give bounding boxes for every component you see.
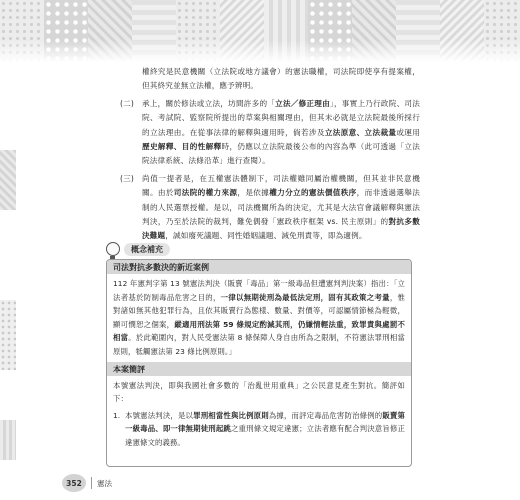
item-number: (二) bbox=[120, 98, 134, 108]
book-title: 憲法 bbox=[97, 478, 112, 488]
concept-supplement-header bbox=[106, 241, 202, 257]
emphasis: 一律以無期徒刑為最低法定刑，固有其政策之考量 bbox=[220, 292, 390, 302]
box-section-title: 本案簡評 bbox=[107, 362, 411, 376]
emphasis: 權力分立的憲法價值秩序 bbox=[269, 188, 357, 198]
emphasis: 歷史解釋、目的性解釋 bbox=[142, 142, 222, 152]
emphasis: 司法院的權力來源 bbox=[173, 188, 238, 198]
main-text bbox=[120, 65, 420, 244]
decorative-side-tile bbox=[0, 420, 16, 460]
decorative-header-band bbox=[0, 0, 520, 62]
list-item-3: (三) 尚值一提者是，在五權憲法體制下，司法權雖同屬治權機關，但其並非民意機關。由於司法院的權力來源，是依據權力分立的憲法價值秩序，而非透過選舉法制的人民選票授權。是以，司法機關所為的決定，尤其是大法官會議解釋與憲法判決，乃至於法院的裁判，難免偶發「憲政秩序框架 vs. 民主原則」的對抗多數決難題，誠如廢死議題、同性婚姻議題、減免刑責等，即為適例。 bbox=[120, 173, 421, 241]
item-number: (三) bbox=[120, 173, 134, 183]
page-number: 352 bbox=[62, 474, 86, 492]
case-text: 112 年憲判字第 13 號憲法判決（販賣「毒品」第一級毒品但遭憲判判決案）指出：「立法者基於防制毒品危害之目的，一律以無期徒刑為最低法定刑，固有其政策之考量，惟對諸如無其他犯罪行為，且依其販賣行為態樣、數量、對價等，可認屬情節極為輕微，顯可憫恕之個案，縱適用刑法第 59 條規定酌減其刑，仍嫌情輕法重，致罪責與處罰不相當。於此範圍內，對人民受憲法第 8 條保障人身自由所為之限制，不符憲法罪刑相當原則，牴觸憲法第 23 條比例原則。」 bbox=[113, 279, 406, 356]
list-item-2: (二) 承上，關於修法或立法，坊間許多的「立法／修正理由」，事實上乃行政院、司法院、考試院、監察院所提出的草案與相關理由，但其未必就是立法院最後所採行的立法理由。在從事法律的解釋與適用時，倘若涉及立法原意、立法裁量或運用歷史解釋、目的性解釋時，仍應以立法院最後公布的內容為準（此可透過「立法院法律系統、法條沿革」進行查閱）。 bbox=[120, 98, 421, 166]
emphasis: 對抗多數決難題 bbox=[142, 217, 420, 241]
review-item-1: 1. 本號憲法判決，是以罪刑相當性與比例原則為據，而評定毒品危害防治條例的販賣第一級毒品、即一律無期徒刑起跳之重刑條文規定違憲；立法者應有配合判決意旨修正違憲條文的義務。 bbox=[113, 410, 405, 447]
concept-box bbox=[106, 259, 412, 467]
lightbulb-icon bbox=[106, 242, 120, 256]
emphasis: 縱適用刑法第 59 條規定酌減其刑，仍嫌情輕法重，致罪責與處罰不相當 bbox=[113, 319, 405, 343]
box-section-title: 司法對抗多數決的新近案例 bbox=[107, 260, 411, 274]
paragraph-continued: 權終究是民意機關（立法院或地方議會）的憲法職權，司法院即使享有提案權，但其終究並無立法權，應予辨明。 bbox=[142, 67, 420, 91]
decorative-side-tile bbox=[0, 150, 16, 210]
item-number: 1. bbox=[113, 410, 121, 420]
review-intro: 本號憲法判決，即與我國社會多數的「治亂世用重典」之公民意見產生對抗。簡評如下： bbox=[113, 380, 405, 404]
emphasis: 立法／修正理由 bbox=[275, 98, 330, 108]
page-footer bbox=[62, 472, 112, 494]
decorative-side-tile bbox=[0, 300, 16, 370]
footer-divider bbox=[91, 477, 92, 489]
emphasis: 罪刑相當性與比例原則 bbox=[193, 410, 269, 420]
emphasis: 販賣第一級毒品、即一律無期徒刑起跳 bbox=[125, 410, 405, 434]
concept-label: 概念補充 bbox=[124, 243, 170, 256]
emphasis: 立法原意、立法裁量 bbox=[324, 127, 397, 137]
